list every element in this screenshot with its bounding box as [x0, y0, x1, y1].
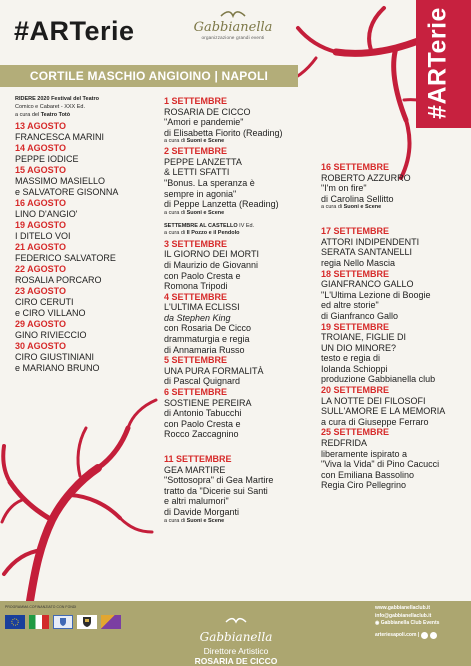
- event-line: ROSARIA DE CICCO: [164, 106, 251, 117]
- event-date: 18 SETTEMBRE: [321, 268, 390, 279]
- event-line: Romona Tripodi: [164, 281, 228, 292]
- event-date: 11 SETTEMBRE: [164, 454, 232, 464]
- event-date: 15 AGOSTO: [15, 165, 67, 176]
- event-date: 19 SETTEMBRE: [321, 321, 390, 332]
- section-title: SETTEMBRE AL CASTELLO IV Ed.: [164, 222, 255, 229]
- event-line: "I'm on fire": [321, 183, 367, 194]
- partner-logo-icon: [101, 615, 121, 629]
- section-header: [164, 223, 314, 238]
- vertical-title-text: #ARTerie: [423, 7, 452, 119]
- event-line: "Amori e pandemie": [164, 117, 244, 128]
- region-crest-icon: [53, 615, 73, 629]
- event-date: 16 SETTEMBRE: [321, 162, 390, 172]
- event-note: a cura di Suoni e Scene: [164, 517, 225, 524]
- event-line: GEA MARTIRE: [164, 464, 226, 475]
- facebook-icon[interactable]: [430, 632, 437, 639]
- event-line: regia Nello Mascia: [321, 257, 396, 268]
- footer-contacts: [375, 605, 469, 639]
- event-line: Iolanda Schioppi: [321, 363, 388, 374]
- event-date: 25 SETTEMBRE: [321, 427, 390, 438]
- event-line: SULL'AMORE E LA MEMORIA: [321, 406, 446, 417]
- event-line: MASSIMO MASIELLO: [15, 176, 106, 187]
- event-line: ATTORI INDIPENDENTI: [321, 236, 420, 247]
- tickets-row: [375, 632, 469, 640]
- event-line: Rocco Zaccagnino: [164, 429, 239, 440]
- event-line: SOSTIENE PEREIRA: [164, 397, 252, 408]
- brand-title: #ARTerie: [14, 16, 135, 46]
- website-link[interactable]: www.gabbianellaclub.it: [375, 605, 431, 611]
- event-date: 30 AGOSTO: [15, 341, 67, 352]
- instagram-icon[interactable]: [421, 632, 428, 639]
- event-line: a cura di Giuseppe Ferraro: [321, 416, 429, 427]
- event-date: 3 SETTEMBRE: [164, 238, 228, 249]
- event-line: SERATA SANTANELLI: [321, 247, 413, 258]
- event-date: 21 AGOSTO: [15, 242, 67, 253]
- eu-flag-icon: [5, 615, 25, 629]
- event-line: PEPPE LANZETTA: [164, 156, 242, 167]
- event-line: testo e regia di: [321, 353, 381, 364]
- event-line: Regia Ciro Pellegrino: [321, 480, 407, 491]
- event-line: di Pascal Quignard: [164, 376, 241, 387]
- vertical-title: [420, 4, 456, 122]
- event-date: 20 SETTEMBRE: [321, 385, 390, 396]
- event-date: 4 SETTEMBRE: [164, 291, 228, 302]
- footer-logo: [175, 612, 297, 666]
- event-date: 29 AGOSTO: [15, 319, 67, 330]
- gabbianella-logo: [178, 8, 288, 40]
- event-date: 13 AGOSTO: [15, 121, 67, 132]
- event-line: UNA PURA FORMALITÀ: [164, 365, 264, 376]
- social-handle: ◉ Gabbianella Club Events: [375, 620, 440, 627]
- event-line: e SALVATORE GISONNA: [15, 187, 119, 198]
- event-line: ROSALIA PORCARO: [15, 275, 102, 286]
- tickets-link[interactable]: arteriesapoli.com |: [375, 631, 420, 638]
- event-line: di Elisabetta Fiorito (Reading): [164, 127, 283, 138]
- email-link[interactable]: info@gabbianellaclub.it: [375, 612, 432, 619]
- municipality-crest-icon: [77, 615, 97, 629]
- footer-logo-name: Gabbianella: [199, 630, 273, 644]
- festival-intro: [15, 96, 160, 119]
- spacer: [164, 440, 314, 454]
- event-line: di Peppe Lanzetta (Reading): [164, 199, 279, 210]
- event-line: con Paolo Cresta e: [164, 270, 241, 281]
- sponsor-logos: [5, 615, 121, 629]
- event-note: a cura di Suoni e Scene: [164, 209, 225, 216]
- event-date: 23 AGOSTO: [15, 286, 67, 297]
- italy-flag-icon: [29, 615, 49, 629]
- event-date: 19 AGOSTO: [15, 220, 67, 231]
- agosto-list: [15, 121, 160, 374]
- event-line: di Carolina Sellitto: [321, 193, 394, 204]
- event-line: da Stephen King: [164, 312, 231, 323]
- event-line: con Rosaria De Cicco: [164, 323, 252, 334]
- event-line: TROIANE, FIGLIE DI: [321, 332, 407, 343]
- event-line: sempre in agonia": [164, 188, 237, 199]
- event-line: drammaturgia e regia: [164, 334, 250, 345]
- event-line: UN DIO MINORE?: [321, 342, 397, 353]
- event-line: CIRO GIUSTINIANI: [15, 352, 95, 363]
- event-line: con Emiliana Bassolino: [321, 469, 415, 480]
- logo-tagline: organizzazione grandi eventi: [201, 35, 265, 40]
- event-line: e altri malumori": [164, 496, 229, 507]
- event-date: 14 AGOSTO: [15, 143, 67, 154]
- event-line: e CIRO VILLANO: [15, 308, 86, 319]
- event-date: 5 SETTEMBRE: [164, 355, 228, 366]
- coral-decoration-bottom: [0, 380, 160, 601]
- event-note: a cura di Suoni e Scene: [321, 204, 382, 211]
- event-line: CIRO CERUTI: [15, 297, 74, 308]
- event-line: "Bonus. La speranza è: [164, 177, 255, 188]
- event-line: FEDERICO SALVATORE: [15, 253, 116, 264]
- event-date: 2 SETTEMBRE: [164, 146, 228, 157]
- sponsor-label: PROGRAMMA COFINANZIATO CON FONDI: [5, 605, 77, 609]
- event-line: "Sottosopra" di Gea Martire: [164, 475, 274, 486]
- event-line: FRANCESCA MARINI: [15, 132, 105, 143]
- event-line: ROBERTO AZZURRO: [321, 172, 411, 183]
- event-line: ed altre storie": [321, 300, 379, 311]
- director-name: ROSARIA DE CICCO: [194, 656, 278, 666]
- event-date: 16 AGOSTO: [15, 198, 67, 209]
- event-line: IL GIORNO DEI MORTI: [164, 249, 260, 260]
- event-line: "Viva la Vida" di Pino Cacucci: [321, 459, 440, 470]
- event-line: con Paolo Cresta e: [164, 418, 241, 429]
- intro-line: RIDERE 2020 Festival del Teatro: [15, 96, 99, 102]
- event-line: di Gianfranco Gallo: [321, 310, 399, 321]
- intro-line: Comico e Cabaret - XXX Ed.: [15, 103, 86, 110]
- event-line: GINO RIVIECCIO: [15, 330, 87, 341]
- event-line: di Davide Morganti: [164, 506, 240, 517]
- event-date: 1 SETTEMBRE: [164, 96, 228, 106]
- director-role: Direttore Artistico: [203, 646, 269, 656]
- event-date: 17 SETTEMBRE: [321, 226, 390, 237]
- event-line: e MARIANO BRUNO: [15, 363, 100, 374]
- event-line: "L'Ultima Lezione di Boogie: [321, 289, 431, 300]
- event-line: REDFRIDA: [321, 438, 368, 449]
- event-line: produzione Gabbianella club: [321, 374, 436, 385]
- event-line: di Maurizio de Giovanni: [164, 259, 259, 270]
- event-line: di Annamaria Russo: [164, 344, 245, 355]
- event-line: LINO D'ANGIO': [15, 209, 78, 220]
- event-note: a cura di Suoni e Scene: [164, 138, 225, 145]
- intro-line: a cura del Teatro Totò: [15, 111, 71, 118]
- event-line: tratto da "Dicerie sui Santi: [164, 485, 268, 496]
- event-line: L'ULTIMA ECLISSI: [164, 302, 240, 313]
- event-line: GIANFRANCO GALLO: [321, 279, 414, 290]
- spacer: [321, 212, 461, 226]
- event-date: 6 SETTEMBRE: [164, 387, 228, 398]
- event-line: LA NOTTE DEI FILOSOFI: [321, 395, 426, 406]
- event-line: liberamente ispirato a: [321, 448, 408, 459]
- event-line: PEPPE IODICE: [15, 154, 79, 165]
- event-line: & LETTI SFATTI: [164, 167, 230, 178]
- seagull-icon: [225, 616, 247, 625]
- event-line: I DITELO VOI: [15, 231, 71, 242]
- event-date: 22 AGOSTO: [15, 264, 67, 275]
- column-agosto: [15, 96, 160, 374]
- venue-banner: CORTILE MASCHIO ANGIOINO | NAPOLI: [0, 65, 298, 87]
- seagull-icon: [219, 8, 247, 20]
- event-line: di Antonio Tabucchi: [164, 408, 242, 419]
- column-settembre-1: [164, 96, 314, 525]
- column-settembre-2: [321, 162, 461, 491]
- logo-name: Gabbianella: [193, 20, 273, 35]
- section-note: a cura di Il Pozzo e il Pendolo: [164, 230, 240, 237]
